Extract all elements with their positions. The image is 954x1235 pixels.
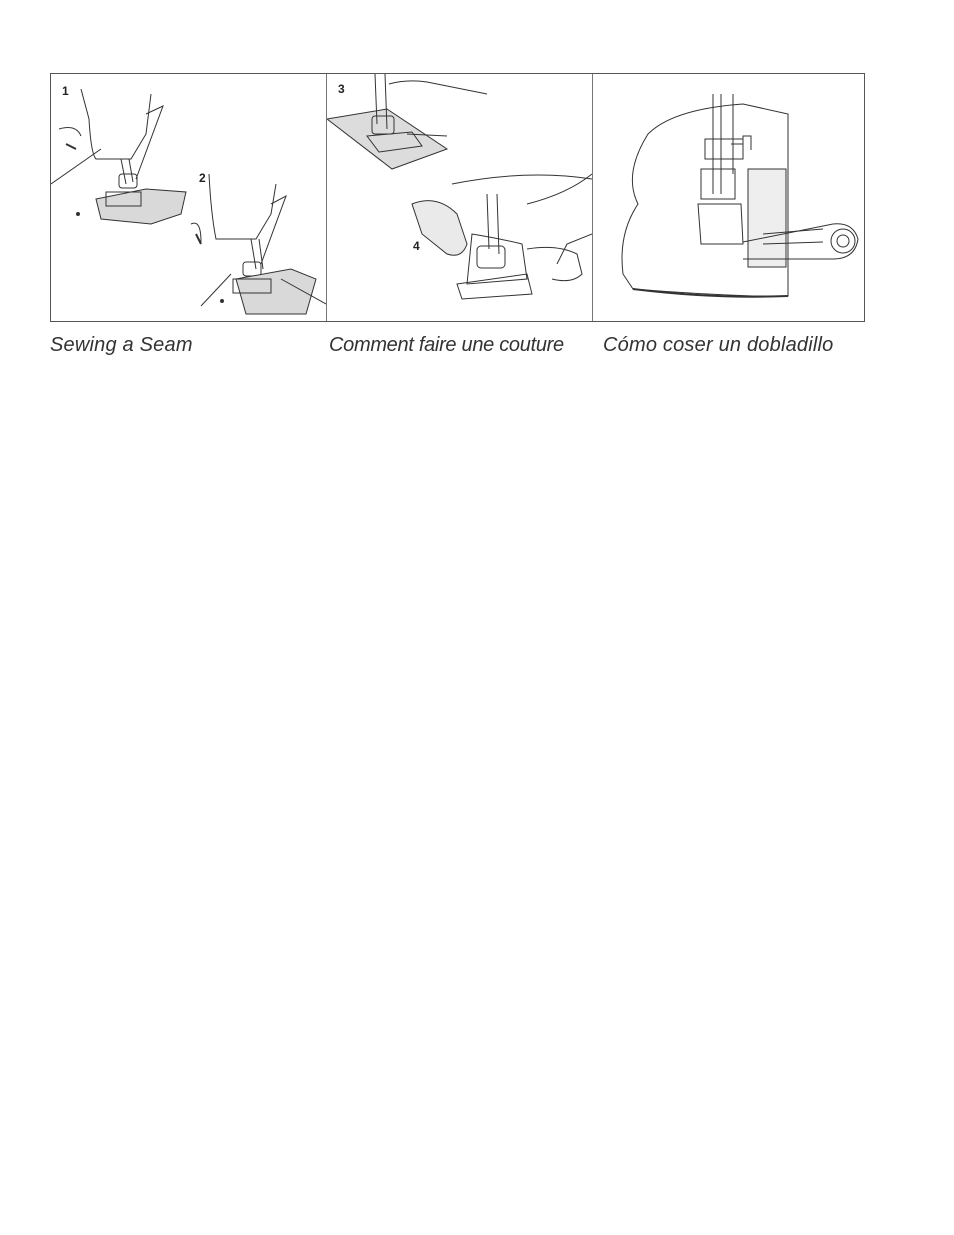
caption-french: Comment faire une couture	[329, 334, 564, 356]
step-number-4: 4	[413, 239, 420, 253]
sewing-machine-drawing-steps-3-4	[327, 74, 592, 321]
illustration-panel-hemming	[593, 74, 864, 321]
caption-spanish: Cómo coser un dobladillo	[603, 334, 834, 356]
illustration-strip	[50, 73, 865, 322]
step-number-2: 2	[199, 171, 206, 185]
step-number-1: 1	[62, 84, 69, 98]
step-number-3: 3	[338, 82, 345, 96]
hemming-foot-drawing	[593, 74, 864, 321]
illustration-panel-steps-3-4	[327, 74, 593, 321]
caption-english: Sewing a Seam	[50, 334, 193, 356]
sewing-machine-drawing-steps-1-2	[51, 74, 326, 321]
illustration-panel-steps-1-2	[51, 74, 327, 321]
